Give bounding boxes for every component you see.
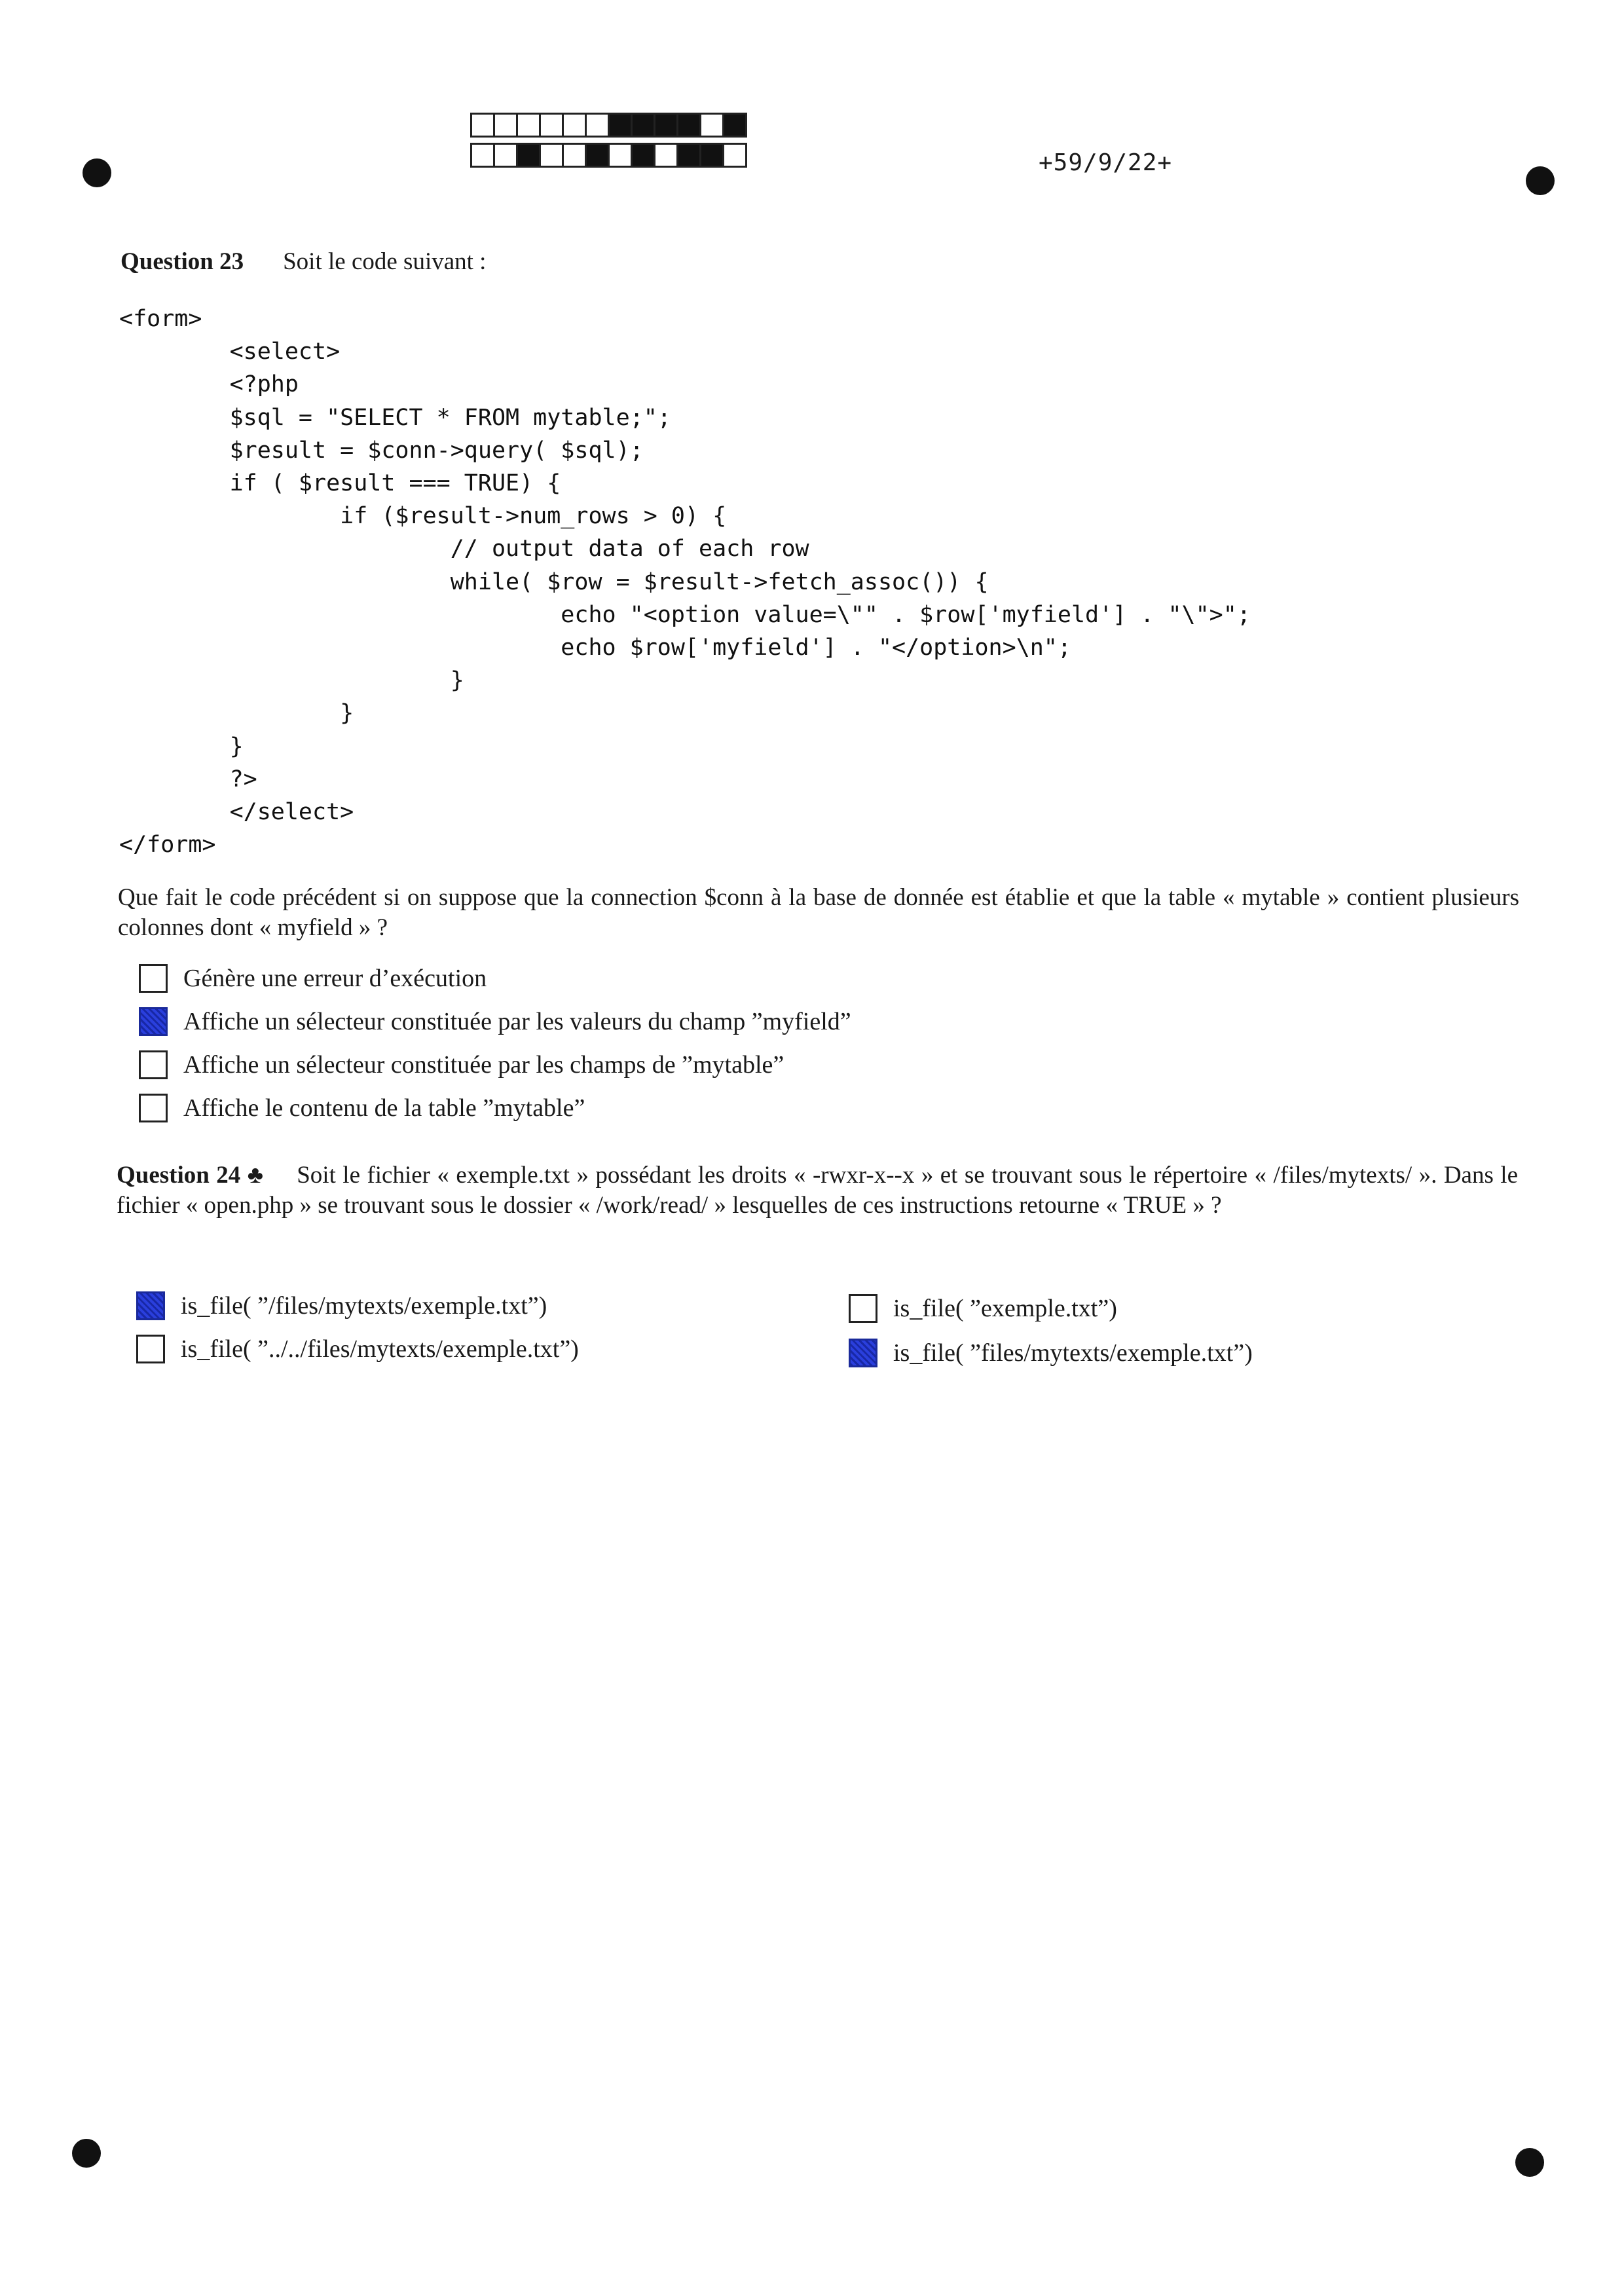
barcode-cell [585,113,610,138]
barcode-cell [539,113,564,138]
checkbox[interactable] [136,1335,165,1363]
barcode-cell [608,113,633,138]
barcode-cell [654,143,678,168]
option-label: Affiche un sélecteur constituée par les champs de ”mytable” [183,1051,784,1079]
barcode-cell [654,113,678,138]
question-number: Question 24 ♣ [117,1162,265,1189]
checkbox[interactable] [849,1294,877,1323]
barcode-cell [631,113,655,138]
option-label: Génère une erreur d’exécution [183,965,487,992]
option-label: is_file( ”exemple.txt”) [893,1295,1117,1322]
barcode-cell [493,143,518,168]
question-24-prompt [117,1160,1518,1221]
question-text: Soit le fichier « exemple.txt » possédant les droits « -rwxr-x--x » et se trouvant sous le répertoire « /files/mytexts/ ». Dans le fichier « open.php » se trouvant sous le dossier « /work/read/ » lesquelles de ces instructions retourne « TRUE » ? [117,1162,1518,1219]
registration-mark-bottom-left [72,2139,101,2168]
option-label: Affiche le contenu de la table ”mytable” [183,1094,585,1122]
barcode-row-1 [470,113,745,138]
barcode-cell [608,143,633,168]
registration-mark-top-right [1526,166,1555,195]
checkbox[interactable] [139,1050,168,1079]
barcode-cell [676,143,701,168]
answer-option[interactable] [849,1294,1117,1323]
barcode-cell [676,113,701,138]
barcode-cell [470,113,495,138]
barcode-cell [562,113,587,138]
barcode-cell [631,143,655,168]
page-id: +59/9/22+ [1039,149,1173,176]
checkbox[interactable] [139,1094,168,1122]
php-code-block: <form> <select> <?php $sql = "SELECT * FROM mytable;"; $result = $conn->query( $sql); if ( $result === TRUE) { if ($result->num_rows > 0) { // output data of each row while( $row = $result->fetch_assoc()) { echo "<option value=\"" . $row['myfield'] . "\">"; echo $row['myfield'] . "</option>\n"; } } } ?> </select> </form> [119,306,1251,859]
question-23-prompt: Que fait le code précédent si on suppose que la connection $conn à la base de donnée est établie et que la table « mytable » contient plusieurs colonnes dont « myfield » ? [118,884,1519,941]
question-23-header [120,248,486,276]
registration-mark-bottom-right [1515,2148,1544,2177]
checkbox[interactable] [139,1007,168,1036]
question-intro: Soit le code suivant : [283,248,487,275]
barcode-cell [493,113,518,138]
option-label: is_file( ”../../files/mytexts/exemple.txt”) [181,1335,579,1363]
answer-option[interactable] [136,1291,547,1320]
answer-option[interactable] [139,1050,784,1079]
question-number: Question 23 [120,248,244,275]
barcode-cell [516,143,541,168]
checkbox[interactable] [849,1339,877,1367]
barcode-cell [722,143,747,168]
registration-mark-top-left [83,158,111,187]
barcode-cell [699,143,724,168]
barcode-cell [516,113,541,138]
barcode-cell [699,113,724,138]
answer-option[interactable] [139,964,487,993]
barcode-row-2 [470,143,745,168]
option-label: is_file( ”files/mytexts/exemple.txt”) [893,1339,1253,1367]
checkbox[interactable] [136,1291,165,1320]
barcode-cell [562,143,587,168]
answer-option[interactable] [136,1335,579,1363]
answer-option[interactable] [139,1007,851,1036]
checkbox[interactable] [139,964,168,993]
barcode-cell [722,113,747,138]
answer-option[interactable] [849,1339,1253,1367]
barcode-cell [585,143,610,168]
answer-option[interactable] [139,1094,585,1122]
option-label: Affiche un sélecteur constituée par les valeurs du champ ”myfield” [183,1008,851,1035]
option-label: is_file( ”/files/mytexts/exemple.txt”) [181,1292,547,1320]
barcode-cell [470,143,495,168]
barcode-cell [539,143,564,168]
